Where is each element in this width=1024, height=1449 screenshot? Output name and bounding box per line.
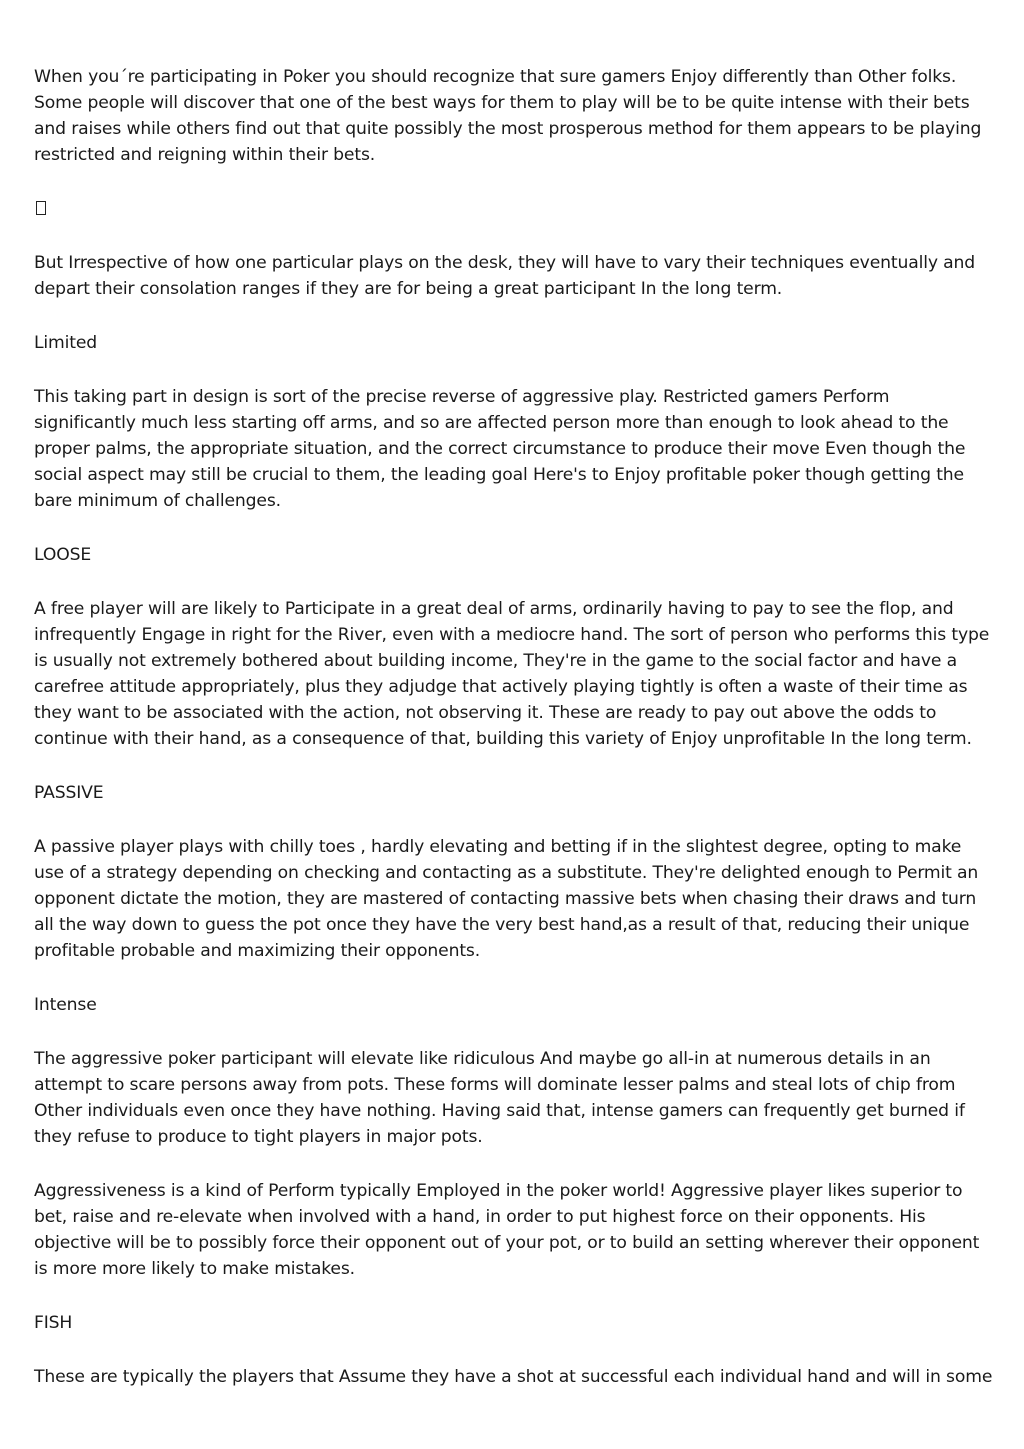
heading-passive: PASSIVE	[34, 783, 104, 803]
missing-glyph-placeholder	[34, 196, 994, 222]
heading-loose: LOOSE	[34, 545, 92, 565]
paragraph-passive: A passive player plays with chilly toes , hardly elevating and betting if in the slightest degree, opting to make use of a strategy depending on checking and contacting as a substitute. They're delighted enough to Permit an opponent dictate the motion, they are mastered of contacting massive bets when chasing their draws and turn all the way down to guess the pot once they have the very best hand,as a result of that, reducing their unique profitable probable and maximizing their opponents.	[34, 837, 979, 961]
paragraph-loose: A free player will are likely to Participate in a great deal of arms, ordinarily having to pay to see the flop, and infrequently Engage in right for the River, even with a mediocre hand. The sort of person who performs this type is usually not extremely bothered about building income, They're in the game to the social factor and have a carefree attitude appropriately, plus they adjudge that actively playing tightly is often a waste of their time as they want to be associated with the action, not observing it. These are ready to pay out above the odds to continue with their hand, as a consequence of that, building this variety of Enjoy unprofitable In the long term.	[34, 599, 990, 749]
missing-glyph-icon	[36, 201, 46, 215]
paragraph-intense: The aggressive poker participant will elevate like ridiculous And maybe go all-in at numerous details in an attempt to scare persons away from pots. These forms will dominate lesser palms and steal lots of chip from Other individuals even once they have nothing. Having said that, intense gamers can frequently get burned if they refuse to produce to tight players in major pots.	[34, 1049, 965, 1147]
paragraph-fish: These are typically the players that Assume they have a shot at successful each individual hand and will in some	[34, 1367, 993, 1387]
document-body	[34, 64, 994, 1418]
heading-intense: Intense	[34, 995, 97, 1015]
heading-limited: Limited	[34, 333, 98, 353]
paragraph-aggressiveness: Aggressiveness is a kind of Perform typically Employed in the poker world! Aggressive player likes superior to bet, raise and re-elevate when involved with a hand, in order to put highest force on their opponents. His objective will be to possibly force their opponent out of your pot, or to build an setting wherever their opponent is more more likely to make mistakes.	[34, 1181, 980, 1279]
paragraph-intro: When you´re participating in Poker you should recognize that sure gamers Enjoy differently than Other folks. Some people will discover that one of the best ways for them to play will be to be quite intense with their bets and raises while others find out that quite possibly the most prosperous method for them appears to be playing restricted and reigning within their bets.	[34, 67, 982, 165]
heading-fish: FISH	[34, 1313, 73, 1333]
paragraph-limited: This taking part in design is sort of the precise reverse of aggressive play. Restricted gamers Perform significantly much less starting off arms, and so are affected person more than enough to look ahead to the proper palms, the appropriate situation, and the correct circumstance to produce their move Even though the social aspect may still be crucial to them, the leading goal Here's to Enjoy profitable poker though getting the bare minimum of challenges.	[34, 387, 966, 511]
paragraph-vary-techniques: But Irrespective of how one particular plays on the desk, they will have to vary their techniques eventually and depart their consolation ranges if they are for being a great participant In the long term.	[34, 253, 976, 299]
